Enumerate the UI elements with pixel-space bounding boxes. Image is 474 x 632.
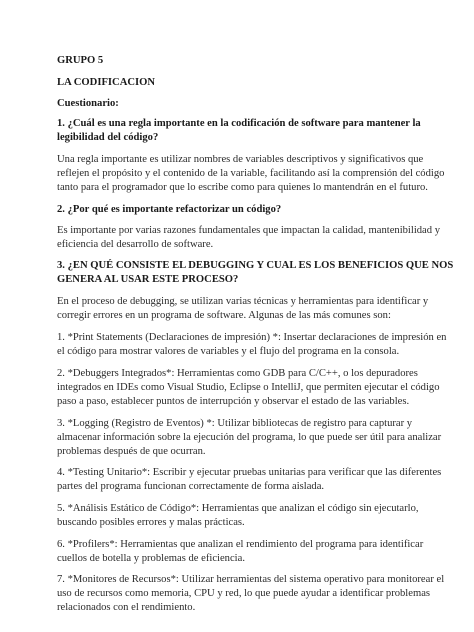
group-label: GRUPO 5 — [57, 55, 104, 66]
q3-item-6-line-1: 6. *Profilers*: Herramientas que analizan el rendimiento del programa para identificar — [57, 539, 424, 550]
q3-item-4-line-1: 4. *Testing Unitario*: Escribir y ejecutar pruebas unitarias para verificar que las diferentes — [57, 467, 442, 478]
q3-item-7-line-2: uso de recursos como memoria, CPU y red, lo que puede ayudar a identificar problemas — [57, 588, 431, 599]
q1-heading-line-1: 1. ¿Cuál es una regla importante en la codificación de software para mantener la — [57, 118, 421, 129]
q3-item-1-line-1: 1. *Print Statements (Declaraciones de impresión) *: Insertar declaraciones de impresión en — [57, 332, 447, 343]
q3-intro-line-2: corregir errores en un programa de software. Algunas de las más comunes son: — [57, 310, 391, 321]
q1-heading-line-2: legibilidad del código? — [57, 132, 159, 143]
q3-item-5-line-2: buscando posibles errores y malas prácticas. — [57, 517, 245, 528]
q2-heading: 2. ¿Por qué es importante refactorizar un código? — [57, 204, 282, 215]
q1-answer-line-1: Una regla importante es utilizar nombres de variables descriptivos y significativos que — [57, 154, 424, 165]
section-heading: Cuestionario: — [57, 98, 119, 109]
document-title: LA CODIFICACION — [57, 77, 156, 88]
q3-item-3-line-3: problemas después de que ocurran. — [57, 446, 206, 457]
q3-item-4-line-2: partes del programa funcionan correctamente de forma aislada. — [57, 481, 325, 492]
q3-item-3-line-2: almacenar información sobre la ejecución del programa, lo que puede ser útil para analizar — [57, 432, 442, 443]
q2-answer-line-2: eficiencia del desarrollo de software. — [57, 239, 214, 250]
q3-item-6-line-2: cuellos de botella y problemas de eficiencia. — [57, 553, 245, 564]
q1-answer-line-2: reflejen el propósito y el contenido de la variable, facilitando así la comprensión del código — [57, 168, 445, 179]
q3-item-2-line-2: integrados en IDEs como Visual Studio, Eclipse o IntelliJ, que permiten ejecutar el código — [57, 382, 440, 393]
q3-item-2-line-3: paso a paso, establecer puntos de interrupción y observar el estado de las variables. — [57, 396, 410, 407]
q1-answer-line-3: tanto para el programador que lo escribe como para quienes lo mantendrán en el futuro. — [57, 182, 428, 193]
q3-item-7-line-1: 7. *Monitores de Recursos*: Utilizar herramientas del sistema operativo para monitorear el — [57, 574, 445, 585]
q3-item-7-line-3: relacionados con el rendimiento. — [57, 602, 196, 613]
q3-item-2-line-1: 2. *Debuggers Integrados*: Herramientas como GDB para C/C++, o los depuradores — [57, 368, 418, 379]
q3-item-5-line-1: 5. *Análisis Estático de Código*: Herramientas que analizan el código sin ejecutarlo, — [57, 503, 419, 514]
q3-intro-line-1: En el proceso de debugging, se utilizan varias técnicas y herramientas para identificar y — [57, 296, 429, 307]
q3-item-3-line-1: 3. *Logging (Registro de Eventos) *: Utilizar bibliotecas de registro para capturar y — [57, 418, 413, 429]
q2-answer-line-1: Es importante por varias razones fundamentales que impactan la calidad, mantenibilidad y — [57, 225, 441, 236]
q3-heading-line-1: 3. ¿EN QUÉ CONSISTE EL DEBUGGING Y CUAL ES LOS BENEFICIOS QUE NOS — [57, 260, 454, 271]
q3-heading-line-2: GENERA AL USAR ESTE PROCESO? — [57, 274, 239, 285]
q3-item-1-line-2: el código para mostrar valores de variables y el flujo del programa en la consola. — [57, 346, 400, 357]
